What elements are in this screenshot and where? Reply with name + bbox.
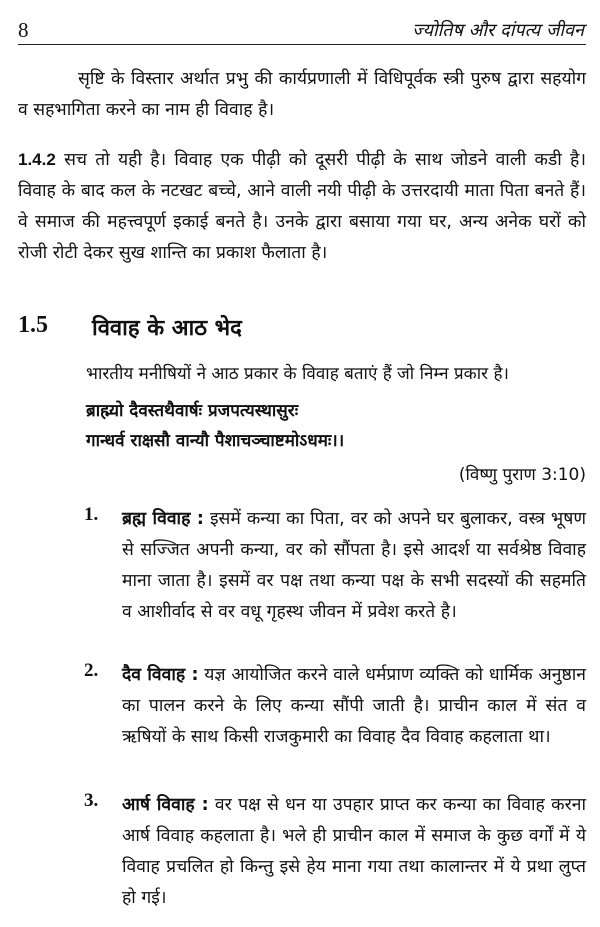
list-item-title: ब्रह्म विवाह : — [122, 509, 204, 529]
section-intro: भारतीय मनीषियों ने आठ प्रकार के विवाह बताएं हैं जो निम्न प्रकार है। — [86, 364, 509, 384]
list-item-body: इसमें कन्या का पिता, वर को अपने घर बुलाकर, वस्त्र भूषण से सज्जित अपनी कन्या, वर को सौंपता है। इसे आदर्श या सर्वश्रेष्ठ विवाह माना जाता है। इसमें वर पक्ष तथा कन्या पक्ष के सभी सदस्यों की सहमति व आशीर्वाद से वर वधू गृहस्थ जीवन में प्रवेश करते है। — [122, 509, 586, 622]
list-item-number: 1. — [84, 504, 99, 525]
section-title: विवाह के आठ भेद — [92, 316, 242, 341]
paragraph-intro — [18, 64, 586, 126]
list-item-text — [122, 660, 586, 753]
paragraph-text: सृष्टि के विस्तार अर्थात प्रभु की कार्यप्रणाली में विधिपूर्वक स्त्री पुरुष द्वारा सहयोग व सहभागिता करने का नाम ही विवाह है। — [18, 69, 586, 120]
page-header — [18, 14, 586, 45]
page-number: 8 — [18, 18, 29, 42]
list-item-number: 3. — [84, 790, 99, 811]
section-heading — [18, 312, 586, 346]
paragraph-1-4-2 — [18, 144, 586, 269]
shloka-line-1: ब्राह्म्यो दैवस्तथैवार्षः प्रजपत्यस्थासुरः — [86, 401, 299, 421]
list-item-text — [122, 504, 586, 628]
list-item-text — [122, 790, 586, 914]
paragraph-text: सच तो यही है। विवाह एक पीढ़ी को दूसरी पीढ़ी के साथ जोडने वाली कडी है। विवाह के बाद कल के नटखट बच्चे, आने वाली नयी पीढ़ी के उत्तरदायी माता पिता बनते हैं। वे समाज की महत्त्वपूर्ण इकाई बनते है। उनके द्वारा बसाया गया घर, अन्य अनेक घरों को रोजी रोटी देकर सुख शान्ति का प्रकाश फैलाता है। — [18, 150, 586, 263]
list-item-number: 2. — [84, 660, 99, 681]
paragraph-number: 1.4.2 — [18, 150, 56, 169]
running-title: ज्योतिष और दांपत्य जीवन — [412, 20, 584, 41]
list-item-title: आर्ष विवाह : — [122, 795, 209, 815]
list-item-body: वर पक्ष से धन या उपहार प्राप्त कर कन्या का विवाह करना आर्ष विवाह कहलाता है। भले ही प्राचीन काल में समाज के कुछ वर्गों में ये विवाह प्रचलित हो किन्तु इसे हेय माना गया तथा कालान्तर में ये प्रथा लुप्त हो गई। — [122, 795, 586, 908]
section-number: 1.5 — [18, 312, 48, 338]
shloka-line-2: गान्धर्व राक्षसौ वान्यौ पैशाचञ्चाष्टमोऽधमः।। — [86, 431, 345, 451]
list-item-title: दैव विवाह : — [122, 665, 199, 685]
shloka-citation: (विष्णु पुराण 3:10) — [458, 465, 586, 485]
list-item-body: यज्ञ आयोजित करने वाले धर्मप्राण व्यक्ति को धार्मिक अनुष्ठान का पालन करने के लिए कन्या सौंपी जाती है। प्राचीन काल में संत व ऋषियों के साथ किसी राजकुमारी का विवाह दैव विवाह कहलाता था। — [122, 665, 586, 747]
